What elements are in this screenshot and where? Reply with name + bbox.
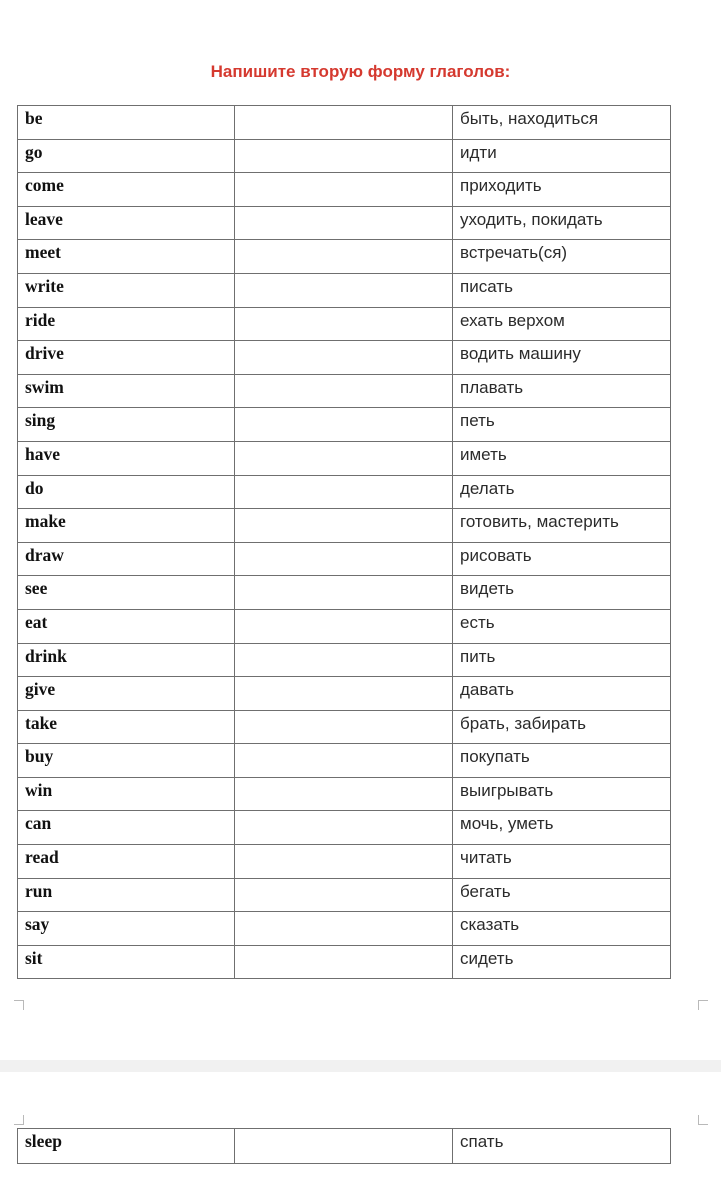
translation-cell: петь xyxy=(453,408,671,442)
translation-cell: ехать верхом xyxy=(453,307,671,341)
second-form-answer-cell[interactable] xyxy=(235,912,453,946)
translation-cell: спать xyxy=(453,1129,671,1164)
translation-cell: выигрывать xyxy=(453,777,671,811)
second-form-answer-cell[interactable] xyxy=(235,139,453,173)
verb-cell: say xyxy=(18,912,235,946)
translation-cell: быть, находиться xyxy=(453,106,671,140)
second-form-answer-cell[interactable] xyxy=(235,777,453,811)
second-form-answer-cell[interactable] xyxy=(235,106,453,140)
table-row xyxy=(18,677,671,711)
verbs-table-body xyxy=(18,106,671,979)
translation-cell: рисовать xyxy=(453,542,671,576)
table-row xyxy=(18,139,671,173)
table-row xyxy=(18,945,671,979)
second-form-answer-cell[interactable] xyxy=(235,273,453,307)
second-form-answer-cell[interactable] xyxy=(235,710,453,744)
translation-cell: иметь xyxy=(453,441,671,475)
table-row xyxy=(18,1129,671,1164)
verb-cell: sit xyxy=(18,945,235,979)
page-corner-mark xyxy=(14,1000,24,1010)
table-row xyxy=(18,845,671,879)
second-form-answer-cell[interactable] xyxy=(235,475,453,509)
translation-cell: приходить xyxy=(453,173,671,207)
second-form-answer-cell[interactable] xyxy=(235,173,453,207)
verb-cell: read xyxy=(18,845,235,879)
verb-cell: win xyxy=(18,777,235,811)
second-form-answer-cell[interactable] xyxy=(235,677,453,711)
verb-cell: take xyxy=(18,710,235,744)
verb-cell: have xyxy=(18,441,235,475)
translation-cell: встречать(ся) xyxy=(453,240,671,274)
verb-cell: drive xyxy=(18,341,235,375)
table-row xyxy=(18,777,671,811)
translation-cell: готовить, мастерить xyxy=(453,509,671,543)
verb-cell: can xyxy=(18,811,235,845)
table-row xyxy=(18,374,671,408)
verb-cell: see xyxy=(18,576,235,610)
second-form-answer-cell[interactable] xyxy=(235,744,453,778)
verb-cell: be xyxy=(18,106,235,140)
verb-cell: leave xyxy=(18,206,235,240)
page-corner-mark xyxy=(14,1115,24,1125)
second-form-answer-cell[interactable] xyxy=(235,206,453,240)
translation-cell: читать xyxy=(453,845,671,879)
second-form-answer-cell[interactable] xyxy=(235,845,453,879)
verb-cell: buy xyxy=(18,744,235,778)
second-form-answer-cell[interactable] xyxy=(235,945,453,979)
verb-cell: draw xyxy=(18,542,235,576)
verb-cell: sing xyxy=(18,408,235,442)
verb-cell: do xyxy=(18,475,235,509)
second-form-answer-cell[interactable] xyxy=(235,341,453,375)
verbs-table-continued xyxy=(17,1128,671,1164)
verb-cell: ride xyxy=(18,307,235,341)
table-row xyxy=(18,341,671,375)
verb-cell: swim xyxy=(18,374,235,408)
verb-cell: give xyxy=(18,677,235,711)
verbs-table xyxy=(17,105,671,979)
table-row xyxy=(18,542,671,576)
page-corner-mark xyxy=(698,1000,708,1010)
translation-cell: уходить, покидать xyxy=(453,206,671,240)
verb-cell: sleep xyxy=(18,1129,235,1164)
second-form-answer-cell[interactable] xyxy=(235,609,453,643)
translation-cell: водить машину xyxy=(453,341,671,375)
translation-cell: мочь, уметь xyxy=(453,811,671,845)
second-form-answer-cell[interactable] xyxy=(235,811,453,845)
verb-cell: make xyxy=(18,509,235,543)
table-row xyxy=(18,912,671,946)
table-row xyxy=(18,609,671,643)
translation-cell: делать xyxy=(453,475,671,509)
translation-cell: давать xyxy=(453,677,671,711)
table-row xyxy=(18,710,671,744)
verbs-table-body xyxy=(18,1129,671,1164)
page-separator xyxy=(0,1060,721,1072)
document-page-2 xyxy=(0,1072,721,1200)
table-row xyxy=(18,173,671,207)
translation-cell: писать xyxy=(453,273,671,307)
page-title: Напишите вторую форму глаголов: xyxy=(210,62,511,81)
second-form-answer-cell[interactable] xyxy=(235,509,453,543)
second-form-answer-cell[interactable] xyxy=(235,878,453,912)
translation-cell: есть xyxy=(453,609,671,643)
table-row xyxy=(18,509,671,543)
table-row xyxy=(18,744,671,778)
table-row xyxy=(18,206,671,240)
table-row xyxy=(18,240,671,274)
table-row xyxy=(18,643,671,677)
verb-cell: meet xyxy=(18,240,235,274)
table-row xyxy=(18,307,671,341)
page-corner-mark xyxy=(698,1115,708,1125)
second-form-answer-cell[interactable] xyxy=(235,542,453,576)
translation-cell: идти xyxy=(453,139,671,173)
verb-cell: run xyxy=(18,878,235,912)
verb-cell: go xyxy=(18,139,235,173)
second-form-answer-cell[interactable] xyxy=(235,240,453,274)
second-form-answer-cell[interactable] xyxy=(235,374,453,408)
verb-cell: come xyxy=(18,173,235,207)
table-row xyxy=(18,475,671,509)
table-row xyxy=(18,273,671,307)
translation-cell: бегать xyxy=(453,878,671,912)
translation-cell: пить xyxy=(453,643,671,677)
table-row xyxy=(18,878,671,912)
second-form-answer-cell[interactable] xyxy=(235,643,453,677)
translation-cell: сказать xyxy=(453,912,671,946)
translation-cell: видеть xyxy=(453,576,671,610)
verb-cell: eat xyxy=(18,609,235,643)
second-form-answer-cell[interactable] xyxy=(235,307,453,341)
table-row xyxy=(18,441,671,475)
verb-cell: drink xyxy=(18,643,235,677)
translation-cell: сидеть xyxy=(453,945,671,979)
table-row xyxy=(18,811,671,845)
verb-cell: write xyxy=(18,273,235,307)
translation-cell: брать, забирать xyxy=(453,710,671,744)
table-row xyxy=(18,576,671,610)
table-row xyxy=(18,408,671,442)
second-form-answer-cell[interactable] xyxy=(235,408,453,442)
table-row xyxy=(18,106,671,140)
second-form-answer-cell[interactable] xyxy=(235,1129,453,1164)
second-form-answer-cell[interactable] xyxy=(235,441,453,475)
translation-cell: покупать xyxy=(453,744,671,778)
translation-cell: плавать xyxy=(453,374,671,408)
second-form-answer-cell[interactable] xyxy=(235,576,453,610)
